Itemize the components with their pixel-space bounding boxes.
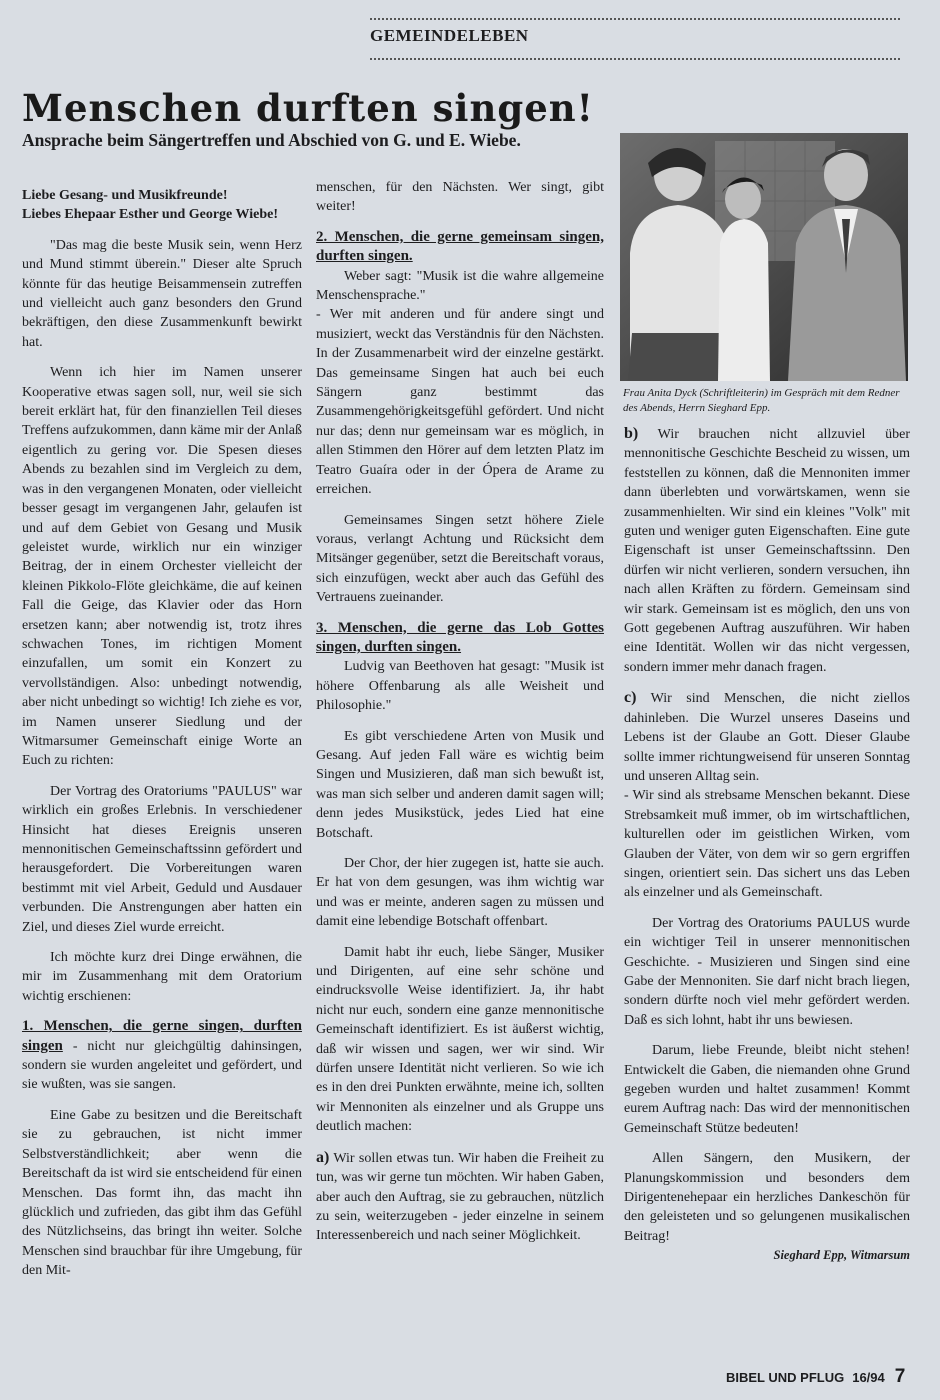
paragraph: Darum, liebe Freunde, bleibt nicht stehen! Entwickelt die Gaben, die niemanden ohne Grund gegeben wurden und haltet zusammen! Kommt eurem Auftrag nach: Das wird der mennonitischen Gemeinschaft Stütze bedeuten! [624, 1043, 910, 1136]
paragraph: menschen, für den Nächsten. Wer singt, gibt weiter! [316, 180, 604, 215]
section-header [370, 18, 900, 60]
section-title: GEMEINDELEBEN [370, 26, 529, 45]
point-c-text: Wir sind Menschen, die nicht ziellos dahinleben. Die Wurzel unseres Daseins und Lebens ist der Glaube an Gott. Dieser Glaube sollte immer richtungweisend für unseren Sonntag und unseren Alltag sein. [624, 691, 910, 784]
column-2 [316, 178, 604, 1246]
column-1 [22, 186, 302, 1281]
paragraph: Damit habt ihr euch, liebe Sänger, Musiker und Dirigenten, auf eine sehr schöne und eindrucksvolle Weise identifiziert. Ja, ihr habt nicht nur euch, sondern eine ganze mennonitische Gemeinschaft identifiziert. Es ist äußerst wichtig, daß wir wissen und sagen, wer wir sind. Wir dürfen unsere Identität nicht verlieren. So wie ich es in den drei Punkten erwähnte, meine ich, sollten wir Mennoniten als einzelner und als Gruppe uns deutlich machen: [316, 944, 604, 1135]
point-3-heading: 3. Menschen, die gerne das Lob Gottes singen, durften singen. [316, 619, 604, 655]
article-headline: Menschen durften singen! [22, 86, 594, 130]
author-signature: Sieghard Epp, Witmarsum [773, 1248, 910, 1263]
greeting-line-1: Liebe Gesang- und Musikfreunde! [22, 188, 228, 203]
paragraph: Ich möchte kurz drei Dinge erwähnen, die mir im Zusammenhang mit dem Oratorium wichtig erschienen: [22, 950, 302, 1004]
article-photo [620, 133, 908, 381]
page-footer [726, 1366, 905, 1388]
photo-illustration [620, 133, 908, 381]
paragraph: Gemeinsames Singen setzt höhere Ziele voraus, verlangt Achtung und Rücksicht dem Mitsänger gegenüber, setzt die Bereitschaft voraus, sich einzufügen, weckt aber auch das Gefühl des Vertrauens zueinander. [316, 512, 604, 606]
point-1-heading: 1. Menschen, die gerne singen, durften singen [22, 1018, 302, 1054]
paragraph: Es gibt verschiedene Arten von Musik und Gesang. Auf jeden Fall wäre es wichtig beim Singen und Musizieren, daß man sich bewußt ist, was man sich selber und anderen damit sagen will; denn jedes Musikstück, jedes Lied hat eine Botschaft. [316, 728, 604, 841]
point-a [316, 1148, 604, 1246]
paragraph: - Wir sind als strebsame Menschen bekannt. Diese Strebsamkeit muß immer, ob im wirtschaftlichen, kulturellen oder im geistlichen Wirken, vom Glauben der Väter, von dem wir so gern ergriffen singen, orientiert sein. Das sichert uns das Leben als einzelner und als Gemeinschaft. [624, 788, 910, 901]
greeting [22, 186, 302, 225]
point-a-label: a) [316, 1148, 330, 1166]
page-number: 7 [894, 1366, 906, 1387]
photo-caption: Frau Anita Dyck (Schriftleiterin) im Gespräch mit dem Redner des Abends, Herrn Sieghard Epp. [623, 387, 900, 414]
point-b-label: b) [624, 425, 639, 442]
point-2-heading: 2. Menschen, die gerne gemeinsam singen, durften singen. [316, 228, 604, 265]
quote-beethoven: Ludvig van Beethoven hat gesagt: "Musik ist höhere Offenbarung als alle Weisheit und Philosophie." [316, 659, 604, 714]
paragraph: Eine Gabe zu besitzen und die Bereitschaft sie zu gebrauchen, ist nicht immer Selbstverständlichkeit; aber wenn die Bereitschaft da ist wird sie entscheidend für einen Menschen. Das formt ihn, das macht ihn glücklich und zufrieden, das gibt ihm das Gefühl des Nützlichseins, das bringt ihn weiter. Solche Menschen sind brauchbar für ihre Umgebung, für den Mit- [22, 1107, 302, 1279]
point-1 [22, 1017, 302, 1095]
point-c-label: c) [624, 689, 637, 707]
greeting-line-2: Liebes Ehepaar Esther und George Wiebe! [22, 207, 279, 223]
point-1-text: - nicht nur gleichgültig dahinsingen, sondern sie wurden angeleitet und gefördert, und sie wußten, was sie sangen. [22, 1038, 302, 1093]
paragraph: Wenn ich hier im Namen unserer Kooperative etwas sagen soll, nur, weil sie sich bereit erklärt hat, für den finanziellen Teil dieses Treffens aufzukommen, dann käme mir der Anlaß eigentlich zu gering vor. Die Spesen dieses Abends zu bezahlen sind im Vergleich zu dem, was in den vergangenen Monaten, oder vielleicht besser gesagt im vergangenen Jahr, gelaufen ist und auf dem Gebiet von Gesang und Musik geleistet wurde, wirklich nur ein winziger Beitrag, der in einem Orchester vielleicht der kleinen Pikkolo-Flöte gleichkäme, die auf keinen Fall die Geige, das Klavier oder das Horn ersetzen kann; aber notwendig ist, trotz ihres schwachen Tones, im richtigen Moment einzufallen, um somit ein Konzert zu vervollständigen. Also: unbedingt notwendig, aber nicht unbedingt so wichtig! Ich ziehe es vor, im Namen unserer Siedlung und der Witmarsumer Gemeinschaft einige Worte an Euch zu richten: [22, 365, 302, 769]
paragraph: Der Vortrag des Oratoriums "PAULUS" war wirklich ein großes Erlebnis. In verschiedener Hinsicht hat dieses Ereignis unseren mennonitischen Gemeinschaftssinn gefördert und herausgefordert. Die Vorbereitungen waren bestimmt mit viel Arbeit, Geduld und Ausdauer verbunden. Die Anstrengungen aber hatten ein Ziel, und dieses Ziel wurde erreicht. [22, 783, 302, 935]
point-c [624, 688, 910, 786]
point-b [624, 424, 910, 677]
column-3 [624, 424, 910, 1266]
point-a-text: Wir sollen etwas tun. Wir haben die Freiheit zu tun, was wir gerne tun möchten. Wir haben Gaben, aber auch den Auftrag, sie zu gebrauchen, nützlich zu sein, weiterzugeben - jeder einzelne in seinem Interessenbereich und nach seiner Möglichkeit. [316, 1150, 604, 1244]
magazine-name: BIBEL UND PFLUG [726, 1370, 845, 1385]
article-subtitle: Ansprache beim Sängertreffen und Abschied von G. und E. Wiebe. [22, 130, 521, 150]
point-b-text: Wir brauchen nicht allzuviel über mennonitische Geschichte Bescheid zu wissen, um feststellen zu können, daß die Mennoniten immer dann überlebten und vorwärtskamen, wenn sie zusammenhielten. Wir sind ein kleines "Volk" mit guten und weniger guten Eigenschaften. Eine gute Eigenschaft ist unser Gemeinschaftssinn. Den dürfen wir nicht verlieren, sondern versuchen, ihn nach allen Kräften zu fördern. Gemeinsam sind wir stark. Gemeinsam ist es möglich, den uns von Gott gegebenen Auftrag auszuführen. Wir haben eine Identität. Wollen wir das nicht vergessen, sondern immer mehr danach fragen. [624, 427, 910, 675]
paragraph: Der Vortrag des Oratoriums PAULUS wurde ein wichtiger Teil in unserer mennonitischen Geschichte. - Musizieren und Singen sind eine Gabe der Mennoniten. Sie darf nicht brach liegen, sondern dürfte noch viel mehr gefördert werden. Daß es sich lohnt, habt ihr uns bewiesen. [624, 915, 910, 1028]
issue-number: 16/94 [852, 1370, 885, 1385]
paragraph: "Das mag die beste Musik sein, wenn Herz und Mund stimmt überein." Dieser alte Spruch könnte für das heutige Beisammensein zutreffen und vielleicht auch ganz besonders den Grund bekräftigen, den diese Zusammenkunft bewirkt hat. [22, 237, 302, 350]
paragraph: Allen Sängern, den Musikern, der Planungskommission und besonders dem Dirigentenehepaar ein herzliches Dankeschön für den geleisteten und so gelungenen musikalischen Beitrag! [624, 1151, 910, 1244]
paragraph: Der Chor, der hier zugegen ist, hatte sie auch. Er hat von dem gesungen, was ihm wichtig war und was er meinte, anderen sagen zu müssen und damit eine lebendige Botschaft offenbart. [316, 856, 604, 930]
quote-weber: Weber sagt: "Musik ist die wahre allgemeine Menschensprache." [316, 268, 604, 304]
paragraph: - Wer mit anderen und für andere singt und musiziert, weckt das Verständnis für den Nächsten. In der Zusammenarbeit wird der einzelne gestärkt. Das gemeinsame Singen hat auch bei euch Sängern ganz bestimmt das Zusammengehörigkeitsgefühl gefördert. Und nicht nur das; denn nur gemeinsam war es möglich, in allen Stimmen den Hörer auf dem letzten Platz im Teatro Guaíra oder in der Ópera de Arame zu erreichen. [316, 307, 604, 498]
